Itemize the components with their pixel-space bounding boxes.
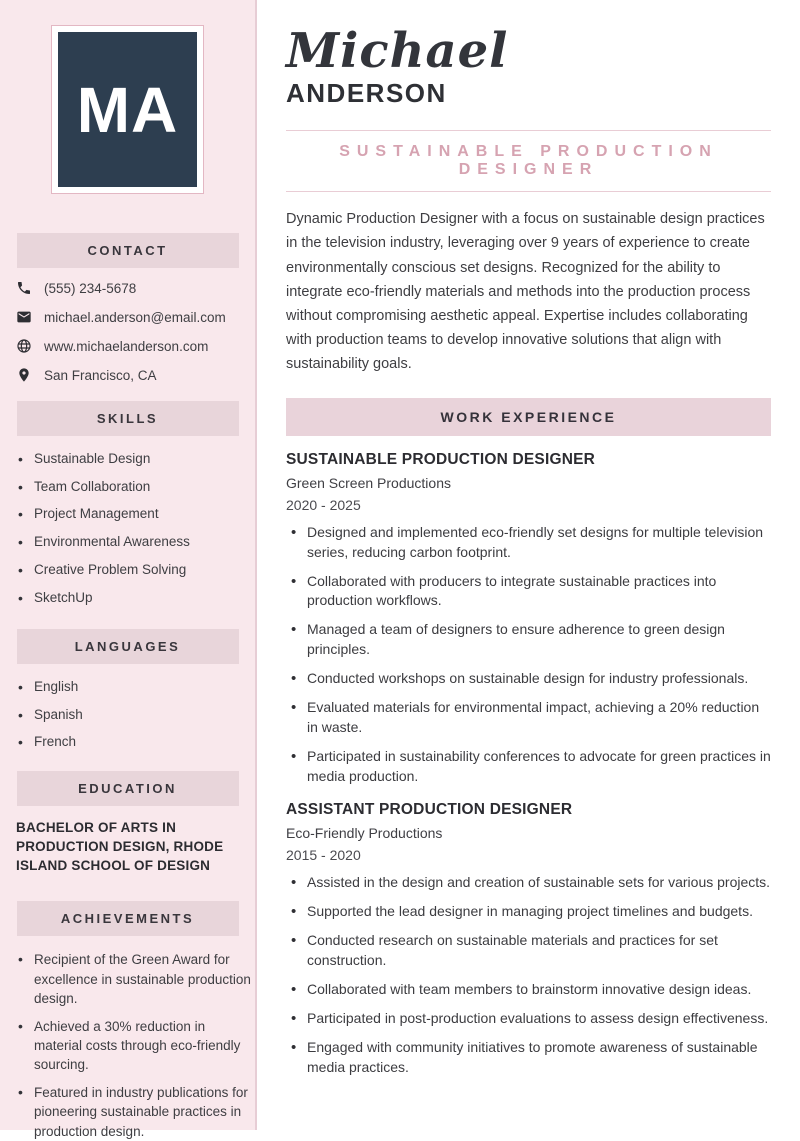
skill-item: • Environmental Awareness (18, 533, 255, 551)
work-experience-section-header: WORK EXPERIENCE (286, 398, 771, 436)
achievements-section-header: ACHIEVEMENTS (17, 901, 239, 936)
achievement-item: • Achieved a 30% reduction in material costs through eco-friendly sourcing. (18, 1017, 255, 1074)
skill-item: • Project Management (18, 505, 255, 523)
job-entry (286, 451, 771, 787)
contact-list (16, 280, 255, 383)
languages-section-header: LANGUAGES (17, 629, 239, 664)
job-bullet: • Collaborated with producers to integrate sustainable practices into production workflows. (286, 572, 771, 612)
job-title: SUSTAINABLE PRODUCTION DESIGNER (286, 450, 596, 468)
language-item: • Spanish (18, 706, 255, 724)
job-bullet: • Managed a team of designers to ensure adherence to green design principles. (286, 620, 771, 660)
monogram-frame (51, 25, 204, 194)
job-bullet: • Conducted workshops on sustainable design for industry professionals. (286, 669, 771, 689)
job-bullet: • Participated in post-production evaluations to assess design effectiveness. (286, 1009, 771, 1029)
achievements-list (18, 950, 255, 1140)
website-value: www.michaelanderson.com (44, 338, 209, 354)
contact-email (16, 309, 255, 325)
languages-list (18, 678, 255, 752)
job-company: Green Screen Productions (286, 474, 451, 491)
job-entry (286, 801, 771, 1077)
contact-location (16, 367, 255, 383)
job-bullet: • Designed and implemented eco-friendly set designs for multiple television series, reducing carbon footprint. (286, 523, 771, 563)
job-dates: 2015 - 2020 (286, 847, 361, 864)
professional-summary: Dynamic Production Designer with a focus on sustainable design practices in the television industry, leveraging over 9 years of experience to create environmentally conscious set designs. Recognized for the ability to integrate eco-friendly materials and methods into the production process without compromising aesthetic appeal. Expertise includes collaborating with production teams to develop innovative solutions that align with sustainability goals. (286, 211, 765, 372)
achievement-item: • Recipient of the Green Award for excellence in sustainable production design. (18, 950, 255, 1007)
language-item: • French (18, 733, 255, 751)
contact-website (16, 338, 255, 354)
contact-section-header: CONTACT (17, 233, 239, 268)
contact-phone (16, 280, 255, 296)
achievement-item: • Featured in industry publications for pioneering sustainable practices in production design. (18, 1083, 255, 1140)
email-icon (16, 309, 32, 325)
job-bullet: • Assisted in the design and creation of sustainable sets for various projects. (286, 873, 771, 893)
skill-item: • Team Collaboration (18, 478, 255, 496)
job-bullet: • Engaged with community initiatives to promote awareness of sustainable media practices. (286, 1038, 771, 1078)
email-value: michael.anderson@email.com (44, 309, 226, 325)
education-degree: BACHELOR OF ARTS IN PRODUCTION DESIGN, RHODE ISLAND SCHOOL OF DESIGN (16, 820, 224, 873)
skill-item: • SketchUp (18, 589, 255, 607)
skill-item: • Creative Problem Solving (18, 561, 255, 579)
skill-item: • Sustainable Design (18, 450, 255, 468)
monogram: MA (58, 32, 197, 187)
job-bullet: • Participated in sustainability conferences to advocate for green practices in media production. (286, 747, 771, 787)
globe-icon (16, 338, 32, 354)
skills-section-header: SKILLS (17, 401, 239, 436)
first-name: Michael (286, 23, 509, 79)
sidebar (0, 0, 257, 1139)
skills-list (18, 450, 255, 607)
job-bullet-list (286, 523, 771, 787)
education-section-header: EDUCATION (17, 771, 239, 806)
language-item: • English (18, 678, 255, 696)
job-bullet-list (286, 873, 771, 1077)
job-bullet: • Collaborated with team members to brainstorm innovative design ideas. (286, 980, 771, 1000)
main-column (257, 0, 800, 1130)
job-title-banner: SUSTAINABLE PRODUCTION DESIGNER (286, 130, 771, 192)
phone-icon (16, 280, 32, 296)
job-bullet: • Supported the lead designer in managing project timelines and budgets. (286, 902, 771, 922)
location-icon (16, 367, 32, 383)
job-bullet: • Evaluated materials for environmental impact, achieving a 20% reduction in waste. (286, 698, 771, 738)
location-value: San Francisco, CA (44, 367, 157, 383)
last-name: ANDERSON (286, 78, 447, 109)
job-title: ASSISTANT PRODUCTION DESIGNER (286, 801, 573, 819)
job-bullet: • Conducted research on sustainable materials and practices for set construction. (286, 931, 771, 971)
job-dates: 2020 - 2025 (286, 496, 361, 513)
phone-value: (555) 234-5678 (44, 280, 137, 296)
job-company: Eco-Friendly Productions (286, 825, 443, 842)
